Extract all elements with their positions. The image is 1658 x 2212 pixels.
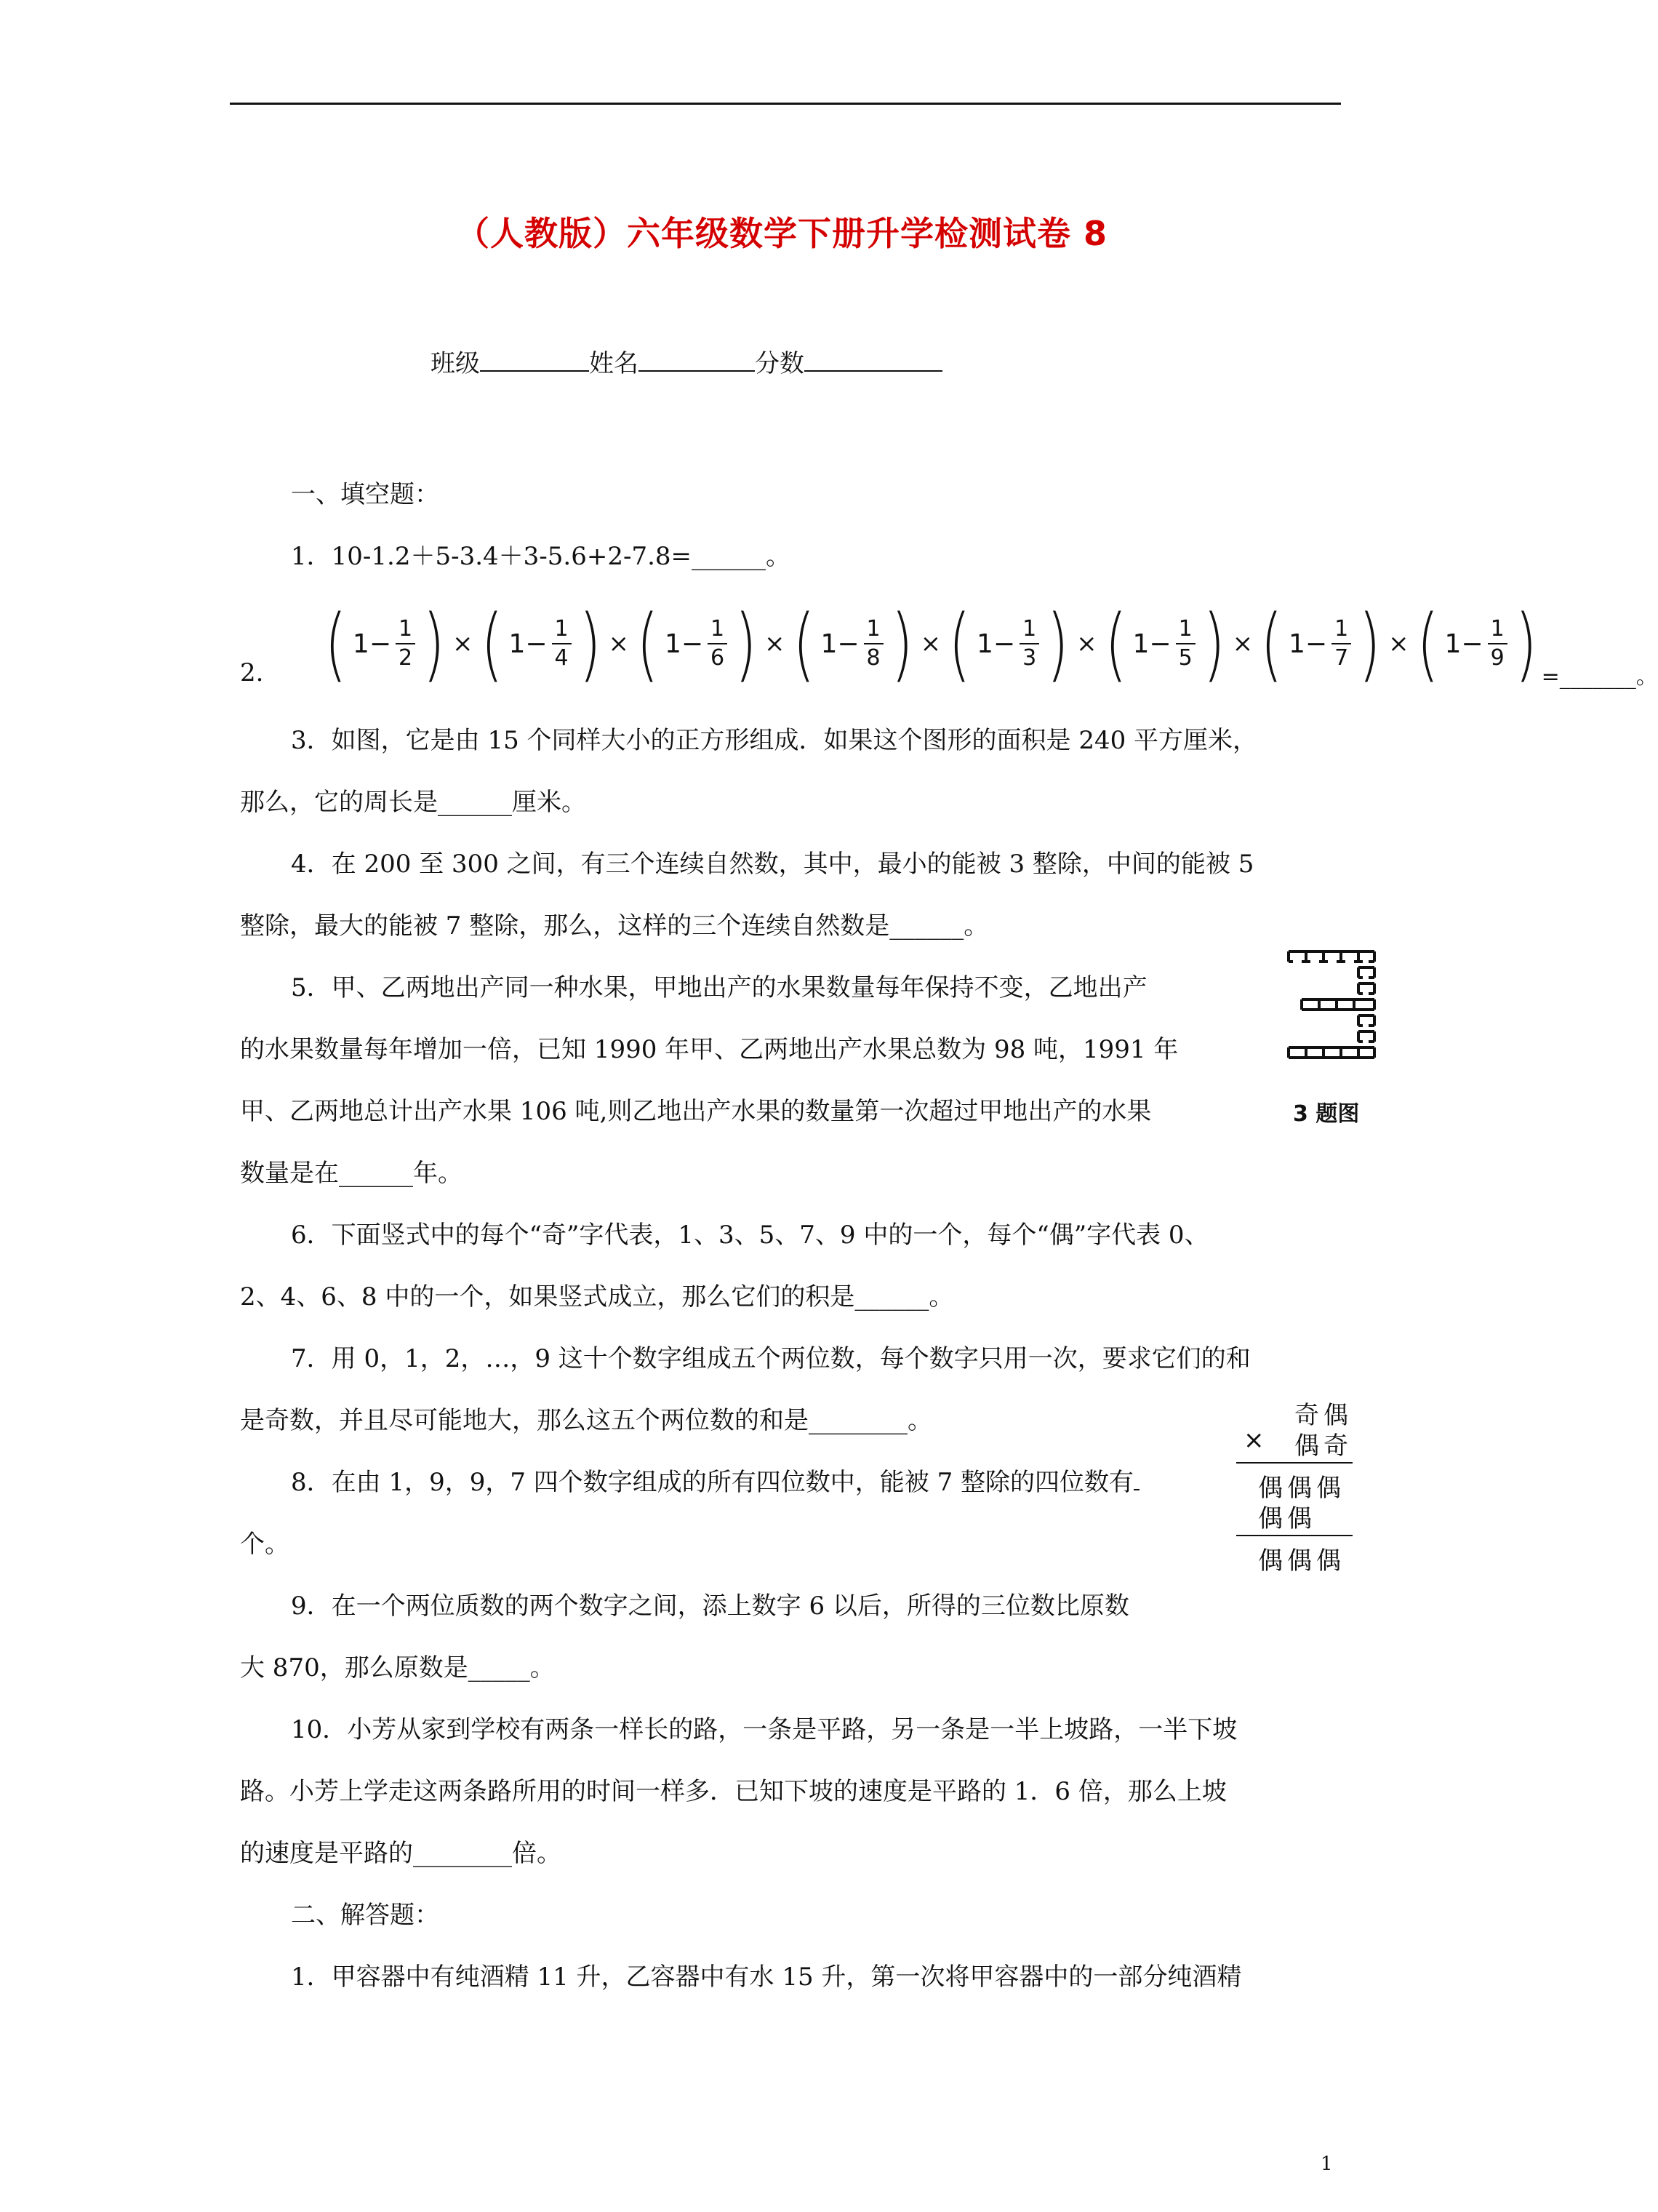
left-paren: ( bbox=[1417, 597, 1439, 690]
page-number: 1 bbox=[1321, 2153, 1333, 2175]
fraction bbox=[708, 615, 727, 672]
right-paren: ) bbox=[422, 597, 445, 690]
denominator: 6 bbox=[710, 645, 725, 671]
problem-1-line-1: 1．甲容器中有纯酒精 11 升，乙容器中有水 15 升，第一次将甲容器中的一部分纯酒精 bbox=[291, 1963, 1242, 1992]
numerator: 1 bbox=[1020, 615, 1039, 644]
question-4-line-2: 整除，最大的能被 7 整除，那么，这样的三个连续自然数是______。 bbox=[240, 911, 989, 941]
fraction bbox=[396, 615, 415, 672]
question-10-line-1: 10．小芳从家到学校有两条一样长的路，一条是平路，另一条是一半上坡路，一半下坡 bbox=[291, 1715, 1238, 1744]
question-3-figure-caption: 3 题图 bbox=[1293, 1101, 1360, 1127]
fraction bbox=[552, 615, 572, 672]
factor-8 bbox=[1412, 597, 1542, 690]
class-label: 班级 bbox=[430, 349, 480, 378]
left-paren: ( bbox=[1260, 597, 1283, 690]
denominator: 4 bbox=[554, 645, 569, 671]
question-5-line-3: 甲、乙两地总计出产水果 106 吨,则乙地出产水果的数量第一次超过甲地出产的水果 bbox=[240, 1097, 1152, 1126]
score-blank[interactable] bbox=[804, 350, 942, 372]
denominator: 2 bbox=[399, 645, 413, 671]
denominator: 3 bbox=[1022, 645, 1037, 671]
times-sign: × bbox=[920, 629, 942, 658]
name-blank[interactable] bbox=[638, 350, 755, 372]
times-sign: × bbox=[608, 629, 630, 658]
right-paren: ) bbox=[734, 597, 757, 690]
one-minus: 1− bbox=[508, 628, 548, 659]
right-paren: ) bbox=[1515, 597, 1537, 690]
mult-row-4: 偶偶 bbox=[1258, 1504, 1316, 1533]
question-8-text: 8．在由 1，9，9，7 四个数字组成的所有四位数中，能被 7 整除的四位数有 bbox=[291, 1468, 1134, 1497]
factor-2 bbox=[476, 597, 606, 690]
left-paren: ( bbox=[948, 597, 971, 690]
denominator: 5 bbox=[1178, 645, 1193, 671]
mult-row-1: 奇偶 bbox=[1294, 1401, 1353, 1430]
question-2-expression bbox=[320, 593, 1658, 695]
section-fill-blank-heading: 一、填空题： bbox=[291, 480, 439, 509]
factor-3 bbox=[632, 597, 761, 690]
question-5-line-1: 5．甲、乙两地出产同一种水果，甲地出产的水果数量每年保持不变，乙地出产 bbox=[291, 973, 1148, 1002]
fraction bbox=[1331, 615, 1351, 672]
question-4-line-1: 4．在 200 至 300 之间，有三个连续自然数，其中，最小的能被 3 整除，中间的能被 5 bbox=[291, 850, 1254, 879]
question-10-line-2: 路。小芳上学走这两条路所用的时间一样多．已知下坡的速度是平路的 1．6 倍，那么上坡 bbox=[240, 1777, 1227, 1806]
right-paren: ) bbox=[1046, 597, 1069, 690]
question-3-figure bbox=[1287, 946, 1378, 1077]
one-minus: 1− bbox=[664, 628, 704, 659]
one-minus: 1− bbox=[820, 628, 860, 659]
question-2-number: 2. bbox=[240, 658, 264, 687]
fraction bbox=[1488, 615, 1507, 672]
numerator: 1 bbox=[1488, 615, 1507, 644]
question-6-line-2: 2、4、6、8 中的一个，如果竖式成立，那么它们的积是______。 bbox=[240, 1282, 954, 1311]
mult-row-2: 偶奇 bbox=[1294, 1432, 1353, 1461]
left-paren: ( bbox=[324, 597, 347, 690]
times-sign: × bbox=[1076, 629, 1097, 658]
right-paren: ) bbox=[579, 597, 601, 690]
class-blank[interactable] bbox=[480, 350, 589, 372]
question-5-line-2: 的水果数量每年增加一倍，已知 1990 年甲、乙两地出产水果总数为 98 吨，1991 年 bbox=[240, 1035, 1179, 1064]
mult-rule-1 bbox=[1236, 1462, 1353, 1464]
times-sign: × bbox=[452, 629, 473, 658]
section-answer-heading: 二、解答题： bbox=[291, 1901, 439, 1930]
right-paren: ) bbox=[891, 597, 913, 690]
question-1: 1．10-1.2＋5-3.4＋3-5.6+2-7.8=______。 bbox=[291, 542, 791, 571]
factor-5 bbox=[944, 597, 1073, 690]
mult-rule-2 bbox=[1236, 1535, 1353, 1536]
factor-4 bbox=[788, 597, 918, 690]
one-minus: 1− bbox=[1132, 628, 1172, 659]
question-3-line-2: 那么，它的周长是______厘米。 bbox=[240, 788, 586, 817]
mult-row-3: 偶偶偶 bbox=[1258, 1474, 1345, 1503]
question-10-line-3: 的速度是平路的________倍。 bbox=[240, 1839, 561, 1868]
question-9-line-2: 大 870，那么原数是_____。 bbox=[240, 1653, 555, 1682]
question-2-answer-blank: =_______。 bbox=[1541, 664, 1658, 690]
one-minus: 1− bbox=[1444, 628, 1483, 659]
fraction bbox=[864, 615, 884, 672]
question-7-line-1: 7．用 0，1，2，…，9 这十个数字组成五个两位数，每个数字只用一次，要求它们的和 bbox=[291, 1344, 1251, 1373]
student-info-line bbox=[430, 343, 942, 379]
numerator: 1 bbox=[1331, 615, 1351, 644]
question-8-line-1 bbox=[291, 1462, 1140, 1498]
left-paren: ( bbox=[480, 597, 502, 690]
denominator: 9 bbox=[1490, 645, 1505, 671]
denominator: 8 bbox=[866, 645, 881, 671]
times-sign: × bbox=[764, 629, 785, 658]
fraction bbox=[1020, 615, 1039, 672]
page-title: （人教版）六年级数学下册升学检测试卷 8 bbox=[455, 214, 1108, 253]
mult-row-5: 偶偶偶 bbox=[1258, 1546, 1345, 1576]
left-paren: ( bbox=[792, 597, 815, 690]
numerator: 1 bbox=[552, 615, 572, 644]
one-minus: 1− bbox=[1289, 628, 1328, 659]
left-paren: ( bbox=[636, 597, 659, 690]
question-9-line-1: 9．在一个两位质数的两个数字之间，添上数字 6 以后，所得的三位数比原数 bbox=[291, 1592, 1129, 1621]
denominator: 7 bbox=[1334, 645, 1349, 671]
numerator: 1 bbox=[1176, 615, 1196, 644]
left-paren: ( bbox=[1105, 597, 1127, 690]
score-label: 分数 bbox=[755, 349, 804, 378]
question-3-line-1: 3．如图，它是由 15 个同样大小的正方形组成．如果这个图形的面积是 240 平方厘米， bbox=[291, 726, 1258, 755]
factor-6 bbox=[1100, 597, 1230, 690]
numerator: 1 bbox=[708, 615, 727, 644]
question-6-line-1: 6．下面竖式中的每个“奇”字代表，1、3、5、7、9 中的一个，每个“偶”字代表 0、 bbox=[291, 1221, 1209, 1250]
question-7-line-2: 是奇数，并且尽可能地大，那么这五个两位数的和是________。 bbox=[240, 1406, 932, 1435]
times-sign: × bbox=[1388, 629, 1409, 658]
one-minus: 1− bbox=[352, 628, 391, 659]
fraction bbox=[1176, 615, 1196, 672]
mult-sign: × bbox=[1244, 1426, 1269, 1455]
question-8-line-2: 个。 bbox=[240, 1530, 289, 1559]
one-minus: 1− bbox=[976, 628, 1016, 659]
numerator: 1 bbox=[864, 615, 884, 644]
header-rule bbox=[230, 103, 1341, 105]
right-paren: ) bbox=[1358, 597, 1381, 690]
name-label: 姓名 bbox=[589, 349, 638, 378]
question-8-blank[interactable] bbox=[1134, 1470, 1140, 1490]
right-paren: ) bbox=[1203, 597, 1225, 690]
question-5-line-4: 数量是在______年。 bbox=[240, 1159, 462, 1188]
numerator: 1 bbox=[396, 615, 415, 644]
times-sign: × bbox=[1232, 629, 1254, 658]
factor-1 bbox=[320, 597, 449, 690]
factor-7 bbox=[1256, 597, 1385, 690]
